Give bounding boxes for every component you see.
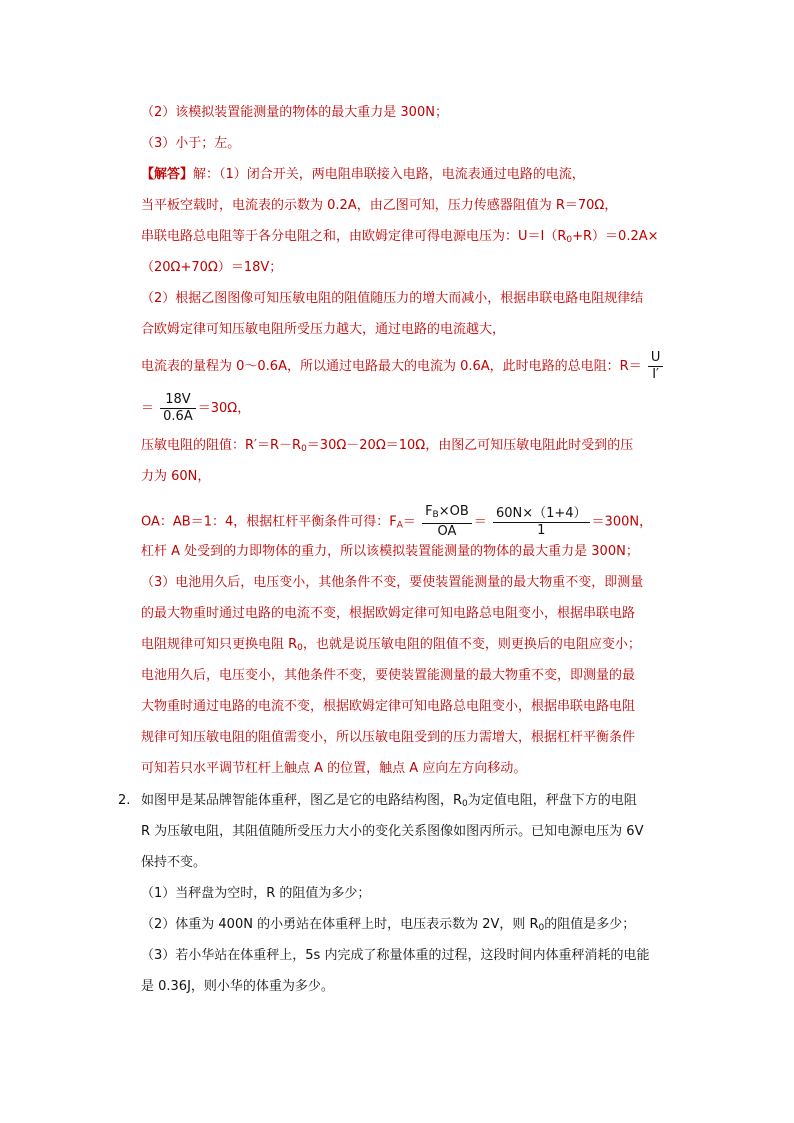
text-segment: ＝300N， <box>591 514 653 530</box>
subquestion-3: （3）若小华站在体重秤上，5s 内完成了称量体重的过程，这段时间内体重秤消耗的电能 <box>141 948 650 963</box>
fraction-denominator: OA <box>437 524 457 539</box>
subscript: A <box>396 520 403 531</box>
solution-line-12: 杠杆 A 处受到的力即物体的重力，所以该模拟装置能测量的物体的最大重力是 300N； <box>141 544 639 559</box>
answer-part-3: （3）小于；左。 <box>141 136 241 151</box>
fraction-fb-ob-over-oa <box>422 504 472 540</box>
solution-line-10: 力为 60N， <box>141 469 211 484</box>
fraction-numerator: 60N×（1+4） <box>493 506 590 523</box>
solution-line-3 <box>141 228 659 249</box>
solution-line-15 <box>141 636 641 657</box>
question-line-2: R 为压敏电阻，其阻值随所受压力大小的变化关系图像如图丙所示。已知电源电压为 6V <box>141 824 644 839</box>
question-line-1 <box>141 792 637 813</box>
solution-line-8 <box>141 392 250 425</box>
fraction-numerator: U <box>648 350 664 367</box>
text-segment: OA：AB＝1：4，根据杠杆平衡条件可得：F <box>141 514 397 530</box>
text-segment: ＝ <box>402 514 416 530</box>
solution-line-4: （20Ω+70Ω）＝18V； <box>141 260 283 275</box>
fraction-denominator: I′ <box>652 367 660 382</box>
text-segment: ＝30Ω， <box>197 401 251 416</box>
subscript: 0 <box>462 799 468 809</box>
solution-line-6: 合欧姆定律可知压敏电阻所受压力越大，通过电路的电流越大， <box>141 322 506 337</box>
fraction-numerator: 18V <box>160 392 196 409</box>
solution-line-18: 规律可知压敏电阻的阻值需变小，所以压敏电阻受到的压力需增大，根据杠杆平衡条件 <box>141 730 636 745</box>
solution-line-17: 大物重时通过电路的电流不变，根据欧姆定律可知电路总电阻变小，根据串联电路电阻 <box>141 699 636 714</box>
solution-line-1 <box>141 166 585 184</box>
subquestion-1: （1）当秤盘为空时，R 的阻值为多少； <box>141 886 371 901</box>
subscript: 0 <box>297 643 303 653</box>
text-segment: 压敏电阻的阻值：R′＝R－R <box>141 438 302 453</box>
solution-line-9 <box>141 437 633 458</box>
text-segment: 电流表的量程为 0～0.6A，所以通过电路最大的电流为 0.6A，此时电路的总电阻：R＝ <box>141 359 642 374</box>
solution-tag: 【解答】 <box>141 167 194 182</box>
text-segment: ＝ <box>473 514 487 530</box>
fraction-18v-over-06a <box>160 392 196 425</box>
text-segment: F <box>425 504 433 519</box>
fraction-denominator: 0.6A <box>163 409 193 424</box>
answer-part-2: （2）该模拟装置能测量的物体的最大重力是 300N； <box>141 105 448 120</box>
solution-text: 解：（1）闭合开关，两电阻串联接入电路，电流表通过电路的电流， <box>193 167 585 182</box>
text-segment: （2）体重为 400N 的小勇站在体重秤上时，电压表示数为 2V，则 R <box>141 917 539 932</box>
solution-line-11 <box>141 504 652 540</box>
text-segment: ，也就是说压敏电阻的阻值不变，则更换后的电阻应变小； <box>302 637 641 652</box>
text-segment: 如图甲是某品牌智能体重秤，图乙是它的电路结构图，R <box>141 793 463 808</box>
question-line-3: 保持不变。 <box>141 855 207 870</box>
subscript: 0 <box>566 235 573 245</box>
subquestion-2 <box>141 916 635 937</box>
text-segment: 为定值电阻，秤盘下方的电阻 <box>467 793 637 808</box>
text-segment: ＝ <box>141 401 155 416</box>
text-segment: +R）＝0.2A× <box>572 229 659 244</box>
question-number: 2. <box>118 793 131 808</box>
fraction-numerator <box>422 504 472 524</box>
subscript: 0 <box>538 923 545 933</box>
subquestion-3-cont: 是 0.36J，则小华的体重为多少。 <box>141 979 334 994</box>
fraction-60n-over-1 <box>493 506 590 539</box>
solution-line-13: （3）电池用久后，电压变小，其他条件不变，要使装置能测量的最大物重不变，即测量 <box>141 575 644 590</box>
text-segment: ＝30Ω－20Ω＝10Ω，由图乙可知压敏电阻此时受到的压 <box>306 438 634 453</box>
solution-line-7 <box>141 350 665 383</box>
fraction-denominator: 1 <box>537 522 546 538</box>
text-segment: 的阻值是多少； <box>544 917 636 932</box>
solution-line-5: （2）根据乙图图像可知压敏电阻的阻值随压力的增大而减小，根据串联电路电阻规律结 <box>141 291 644 306</box>
solution-line-14: 的最大物重时通过电路的电流不变，根据欧姆定律可知电路总电阻变小，根据串联电路 <box>141 606 636 621</box>
text-segment: 电阻规律可知只更换电阻 R <box>141 637 298 652</box>
subscript: 0 <box>301 444 307 454</box>
fraction-u-over-i <box>648 350 664 383</box>
subscript: B <box>432 510 439 520</box>
solution-line-2: 当平板空载时，电流表的示数为 0.2A，由乙图可知，压力传感器阻值为 R＝70Ω， <box>141 198 618 213</box>
solution-line-16: 电池用久后，电压变小，其他条件不变，要使装置能测量的最大物重不变，即测量的最 <box>141 668 636 683</box>
solution-line-19: 可知若只水平调节杠杆上触点 A 的位置，触点 A 应向左方向移动。 <box>141 761 527 776</box>
text-segment: ×OB <box>438 504 469 519</box>
text-segment: 串联电路总电阻等于各分电阻之和，由欧姆定律可得电源电压为：U＝I（R <box>141 229 567 244</box>
